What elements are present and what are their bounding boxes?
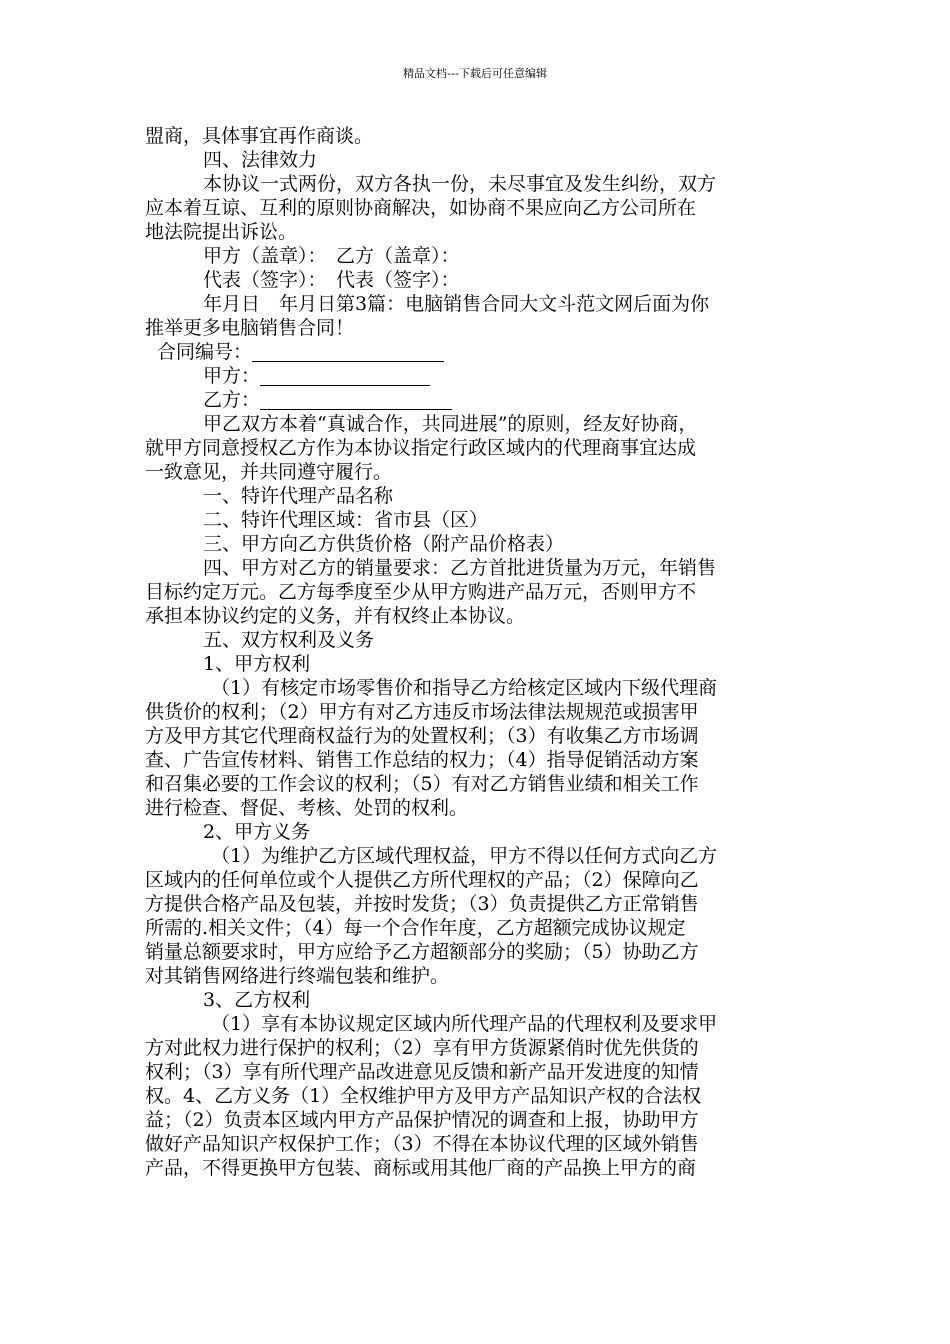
- paragraph-line: 本协议一式两份，双方各执一份，未尽事宜及发生纠纷，双方: [203, 173, 717, 195]
- paragraph-line: 方对此权力进行保护的权利；（2）享有甲方货源紧俏时优先供货的: [145, 1037, 699, 1059]
- subsection-heading: 3、乙方权利: [203, 989, 311, 1011]
- paragraph-line: 地法院提出诉讼。: [145, 221, 298, 243]
- paragraph-line: 进行检查、督促、考核、处罚的权利。: [145, 797, 469, 819]
- paragraph-line: 益；（2）负责本区域内甲方产品保护情况的调查和上报，协助甲方: [145, 1109, 699, 1131]
- section-heading: 三、甲方向乙方供货价格（附产品价格表）: [203, 533, 565, 555]
- paragraph-line: 产品，不得更换甲方包装、商标或用其他厂商的产品换上甲方的商: [145, 1157, 697, 1179]
- document-body: [145, 124, 810, 1180]
- paragraph-line: 对其销售网络进行终端包装和维护。: [145, 965, 450, 987]
- paragraph-line: 区域内的任何单位或个人提供乙方所代理权的产品；（2）保障向乙: [145, 869, 699, 891]
- paragraph-line: 查、广告宣传材料、销售工作总结的权力；（4）指导促销活动方案: [145, 749, 699, 771]
- party-a-blank: [260, 367, 430, 386]
- paragraph-line: （1）为维护乙方区域代理权益，甲方不得以任何方式向乙方: [211, 845, 718, 867]
- paragraph-line: 年月日 年月日第3篇：电脑销售合同大文斗范文网后面为你: [203, 293, 710, 315]
- paragraph-line: 所需的.相关文件；（4）每一个合作年度，乙方超额完成协议规定: [145, 917, 686, 939]
- subsection-heading: 1、甲方权利: [203, 653, 311, 675]
- paragraph-line: 销量总额要求时，甲方应给予乙方超额部分的奖励；（5）协助乙方: [145, 941, 699, 963]
- contract-number-row: [145, 340, 810, 364]
- signature-line: 甲方（盖章）： 乙方（盖章）：: [203, 245, 460, 267]
- section-heading: 一、特许代理产品名称: [203, 485, 394, 507]
- paragraph-line: 甲乙双方本着“真诚合作，共同进展”的原则，经友好协商，: [203, 413, 698, 435]
- paragraph-line: 就甲方同意授权乙方作为本协议指定行政区域内的代理商事宜达成: [145, 437, 697, 459]
- contract-number-blank: [252, 343, 444, 362]
- paragraph-line: 盟商，具体事宜再作商谈。: [145, 125, 374, 147]
- section-heading: 二、特许代理区域：省市县（区）: [203, 509, 489, 531]
- contract-number-label: 合同编号：: [157, 341, 253, 363]
- paragraph-line: 一致意见，并共同遵守履行。: [145, 461, 393, 483]
- paragraph-line: （1）享有本协议规定区域内所代理产品的代理权利及要求甲: [211, 1013, 718, 1035]
- paragraph-line: 权利；（3）享有所代理产品改进意见反馈和新产品开发进度的知情: [145, 1061, 699, 1083]
- party-b-label: 乙方：: [203, 389, 261, 411]
- subsection-heading: 2、甲方义务: [203, 821, 311, 843]
- section-heading: 四、法律效力: [203, 149, 318, 171]
- paragraph-line: 应本着互谅、互利的原则协商解决，如协商不果应向乙方公司所在: [145, 197, 697, 219]
- paragraph-line: 方提供合格产品及包装，并按时发货；（3）负责提供乙方正常销售: [145, 893, 699, 915]
- party-a-label: 甲方：: [203, 365, 261, 387]
- paragraph-line: 目标约定万元。乙方每季度至少从甲方购进产品万元，否则甲方不: [145, 581, 697, 603]
- party-a-row: [145, 364, 810, 388]
- page-header: 精品文档---下载后可任意编辑: [403, 67, 547, 80]
- signature-line: 代表（签字）： 代表（签字）：: [203, 269, 460, 291]
- paragraph-line: 推举更多电脑销售合同！: [145, 317, 355, 339]
- section-heading: 五、双方权利及义务: [203, 629, 375, 651]
- paragraph-line: 权。4、乙方义务（1）全权维护甲方及甲方产品知识产权的合法权: [145, 1085, 702, 1107]
- paragraph-line: 和召集必要的工作会议的权利；（5）有对乙方销售业绩和相关工作: [145, 773, 699, 795]
- party-b-row: [145, 388, 810, 412]
- paragraph-line: 做好产品知识产权保护工作；（3）不得在本协议代理的区域外销售: [145, 1133, 699, 1155]
- paragraph-line: 承担本协议约定的义务，并有权终止本协议。: [145, 605, 526, 627]
- party-b-blank: [260, 391, 452, 410]
- paragraph-line: 方及甲方其它代理商权益行为的处置权利；（3）有收集乙方市场调: [145, 725, 699, 747]
- paragraph-line: 供货价的权利；（2）甲方有对乙方违反市场法律法规规范或损害甲: [145, 701, 699, 723]
- paragraph-line: （1）有核定市场零售价和指导乙方给核定区域内下级代理商: [211, 677, 718, 699]
- paragraph-line: 四、甲方对乙方的销量要求：乙方首批进货量为万元，年销售: [203, 557, 717, 579]
